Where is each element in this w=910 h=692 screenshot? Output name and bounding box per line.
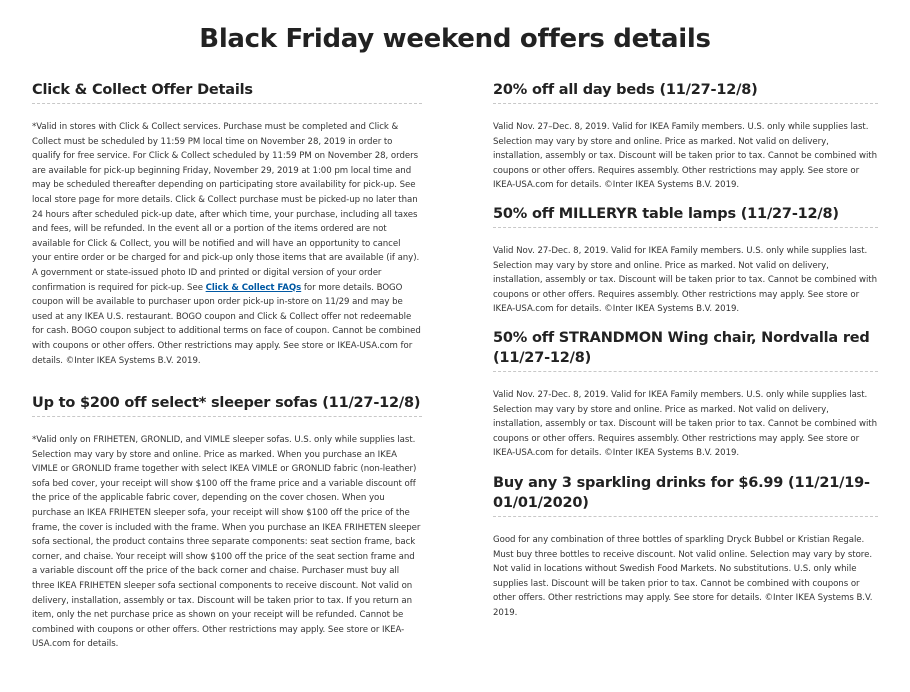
click-collect-faqs-link[interactable]: Click & Collect FAQs [205,282,302,293]
sleeper-sofas-heading: Up to $200 off select* sleeper sofas (11/27-12/8) [32,393,422,417]
day-beds-heading: 20% off all day beds (11/27-12/8) [493,80,878,104]
day-beds-section [493,80,878,193]
drinks-section [493,473,878,621]
milleryr-heading: 50% off MILLERYR table lamps (11/27-12/8) [493,204,878,228]
page-title: Black Friday weekend offers details [199,24,711,54]
sleeper-sofas-section [32,393,422,652]
click-collect-body-text: *Valid in stores with Click & Collect services. Purchase must be completed and Click & Collect must be scheduled by 11:59 PM local time on November 28, 2019 in order to qualify for free service. For Click & Collect scheduled by 11:59 PM on November 28, orders are available for pick-up beginning Friday, November 29, 2019 at 1:00 pm local time and may be scheduled thereafter depending on participating store availability for pick-up. See local store page for more details. Click & Collect purchase must be picked-up no later than 24 hours after scheduled pick-up date, after which time, your purchase, including all taxes and fees, will be refunded. In the event all or a portion of the items ordered are not available for Click & Collect, you will be notified and will have an opportunity to cancel your entire order or be charged for and pick-up only those items that are available (if any). A government or state-issued photo ID and printed or digital version of your order confirmation is required for pick-up. See [32,122,420,293]
drinks-heading: Buy any 3 sparkling drinks for $6.99 (11/21/19-01/01/2020) [493,473,878,517]
click-collect-body [32,120,422,368]
milleryr-section [493,204,878,317]
strandmon-body: Valid Nov. 27-Dec. 8, 2019. Valid for IKEA Family members. U.S. only while supplies last. Selection may vary by store and online. Price as marked. Not valid on delivery, installation, assembly or tax. Discount will be taken prior to tax. Cannot be combined with coupons or other offers. Requires assembly. Other restrictions may apply. See store or IKEA-USA.com for details. ©Inter IKEA Systems B.V. 2019. [493,390,878,459]
click-collect-body-text-continued: for more details. BOGO coupon will be available to purchaser upon order pick-up in-store on 11/29 and may be used at any IKEA U.S. restaurant. BOGO coupon and Click & Collect offer not redeemable for cash. BOGO coupon subject to additional terms on face of coupon. Cannot be combined with coupons or other offers. Other restrictions may apply. See store or IKEA-USA.com for details. ©Inter IKEA Systems B.V. 2019. [32,282,421,366]
click-collect-heading: Click & Collect Offer Details [32,80,422,104]
milleryr-body: Valid Nov. 27-Dec. 8, 2019. Valid for IKEA Family members. U.S. only while supplies last. Selection may vary by store and online. Price as marked. Not valid on delivery, installation, assembly or tax. Discount will be taken prior to tax. Cannot be combined with coupons or other offers. Requires assembly. Other restrictions may apply. See store or IKEA-USA.com for details. ©Inter IKEA Systems B.V. 2019. [493,246,878,315]
strandmon-heading: 50% off STRANDMON Wing chair, Nordvalla red (11/27-12/8) [493,328,878,372]
sleeper-sofas-body: *Valid only on FRIHETEN, GRONLID, and VIMLE sleeper sofas. U.S. only while supplies last. Selection may vary by store and online. Price as marked. When you purchase an IKEA VIMLE or GRONLID frame together with select IKEA VIMLE or GRONLID fabric (non-leather) sofa bed cover, your receipt will show $100 off the frame price and a variable discount off the price of the applicable fabric cover, depending on the cover chosen. When you purchase an IKEA FRIHETEN sleeper sofa, your receipt will show $100 off the price of the frame, the cover is included with the frame. When you purchase an IKEA FRIHETEN sleeper sofa sectional, the product contains three separate components: seat section frame, back corner, and chaise. Your receipt will show $100 off the price of the seat section frame and a variable discount off the price of the back corner and chaise. Purchaser must buy all three IKEA FRIHETEN sleeper sofa sectional components to receive discount. Not valid on delivery, installation, assembly or tax. Discount will be taken prior to tax. If you return an item, only the net purchase price as shown on your receipt will be refunded. Cannot be combined with coupons or other offers. Other restrictions may apply. See store or IKEA-USA.com for details. [32,435,421,650]
strandmon-section [493,328,878,461]
drinks-body: Good for any combination of three bottles of sparkling Dryck Bubbel or Kristian Regale. Must buy three bottles to receive discount. Not valid online. Selection may vary by store. Not valid in locations without Swedish Food Markets. No substitutions. U.S. only while supplies last. Discount will be taken prior to tax. Cannot be combined with coupons or other offers. Other restrictions may apply. See store for details. ©Inter IKEA Systems B.V. 2019. [493,535,873,618]
click-collect-section [32,80,422,368]
day-beds-body: Valid Nov. 27–Dec. 8, 2019. Valid for IKEA Family members. U.S. only while supplies last. Selection may vary by store and online. Price as marked. Not valid on delivery, installation, assembly or tax. Discount will be taken prior to tax. Cannot be combined with coupons or other offers. Requires assembly. Other restrictions may apply. See store or IKEA-USA.com for details. ©Inter IKEA Systems B.V. 2019. [493,122,878,191]
